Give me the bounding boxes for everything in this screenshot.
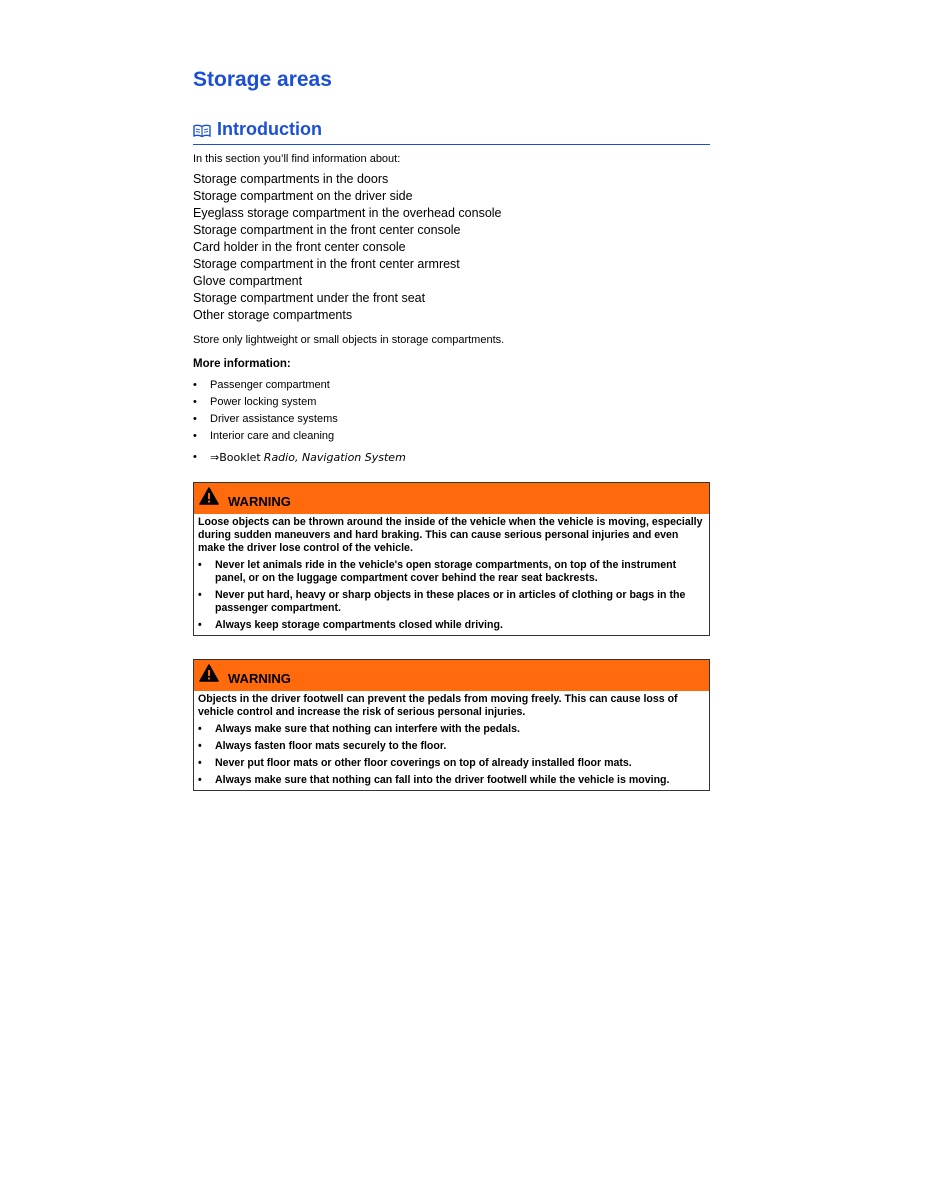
topic-item: Glove compartment — [193, 274, 303, 288]
warning-item-text: Always make sure that nothing can interfere with the pedals. — [215, 723, 520, 735]
topic-item: Storage compartments in the doors — [193, 172, 389, 186]
warning-intro: Loose objects can be thrown around the inside of the vehicle when the vehicle is moving, especially during sudden maneuvers and hard braking. This can cause serious personal injuries and even make the driver lose control of the vehicle. — [198, 516, 703, 554]
warning-body — [194, 514, 709, 635]
more-info-label: Interior care and cleaning — [210, 430, 335, 442]
warning-item-text: Never put hard, heavy or sharp objects in these places or in articles of clothing or bags in the passenger compartment. — [215, 589, 686, 614]
warning-body — [194, 691, 709, 790]
more-info-list — [193, 377, 406, 466]
bullet: • — [198, 757, 202, 769]
bullet: • — [198, 619, 202, 631]
more-info-label: Driver assistance systems — [210, 413, 338, 425]
warning-item — [198, 619, 705, 632]
warning-item-text: Always keep storage compartments closed while driving. — [215, 619, 503, 631]
bullet: • — [198, 723, 202, 735]
topic-item: Eyeglass storage compartment in the overhead console — [193, 206, 502, 220]
bullet: • — [198, 774, 202, 786]
warning-header — [194, 660, 709, 691]
more-info-item — [193, 394, 406, 411]
section-header — [193, 119, 710, 145]
intro-text: In this section you’ll find information about: — [193, 153, 401, 165]
book-icon — [193, 124, 211, 138]
section-title: Introduction — [217, 119, 322, 139]
warning-item-text: Always make sure that nothing can fall into the driver footwell while the vehicle is moving. — [215, 774, 670, 786]
storage-note: Store only lightweight or small objects in storage compartments. — [193, 334, 505, 346]
warning-triangle-icon — [199, 664, 219, 682]
warning-item — [198, 559, 705, 585]
warning-item — [198, 757, 705, 770]
more-info-item — [193, 411, 406, 428]
warning-intro: Objects in the driver footwell can prevent the pedals from moving freely. This can cause loss of vehicle control and increase the risk of serious personal injuries. — [198, 693, 678, 718]
warning-item — [198, 589, 705, 615]
warning-item — [198, 740, 705, 753]
topic-item: Storage compartment on the driver side — [193, 189, 413, 203]
topic-item: Storage compartment in the front center console — [193, 223, 461, 237]
warning-box — [193, 659, 710, 791]
warning-label: WARNING — [228, 494, 291, 509]
booklet-title: Radio, Navigation System — [263, 451, 406, 464]
warning-item-text: Never let animals ride in the vehicle's open storage compartments, on top of the instrument panel, or on the luggage compartment cover behind the rear seat backrests. — [215, 559, 677, 584]
warning-label: WARNING — [228, 671, 291, 686]
more-info-item — [193, 428, 406, 445]
bullet: • — [193, 430, 197, 442]
warning-header — [194, 483, 709, 514]
topic-item: Storage compartment under the front seat — [193, 291, 426, 305]
bullet: • — [198, 740, 202, 752]
bullet: • — [193, 396, 197, 408]
bullet: • — [193, 413, 197, 425]
warning-item-text: Always fasten floor mats securely to the floor. — [215, 740, 447, 752]
warning-item — [198, 723, 705, 736]
warning-triangle-icon — [199, 487, 219, 505]
warning-item — [198, 774, 705, 787]
page-title: Storage areas — [193, 68, 332, 91]
bullet: • — [198, 589, 202, 601]
more-info-item — [193, 377, 406, 394]
booklet-reference — [193, 449, 406, 466]
bullet: • — [193, 451, 197, 463]
topic-list — [193, 171, 502, 324]
more-info-heading: More information: — [193, 358, 291, 370]
bullet: • — [198, 559, 202, 571]
topic-item: Other storage compartments — [193, 308, 353, 322]
warning-item-text: Never put floor mats or other floor coverings on top of already installed floor mats. — [215, 757, 632, 769]
more-info-label: Power locking system — [210, 396, 317, 408]
warning-box — [193, 482, 710, 636]
booklet-prefix: ⇒Booklet — [210, 451, 261, 464]
more-info-label: Passenger compartment — [210, 379, 330, 391]
bullet: • — [193, 379, 197, 391]
topic-item: Storage compartment in the front center armrest — [193, 257, 460, 271]
topic-item: Card holder in the front center console — [193, 240, 406, 254]
